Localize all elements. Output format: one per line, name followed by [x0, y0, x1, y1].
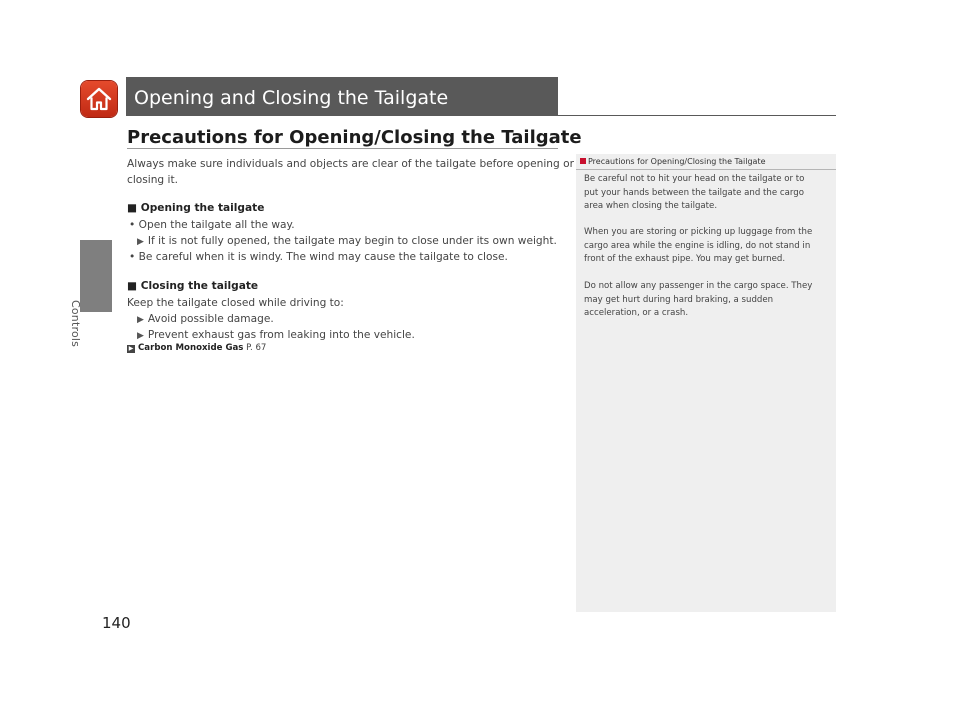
square-bullet-icon: ■: [127, 202, 138, 214]
closing-heading: ■ Closing the tailgate: [127, 280, 259, 292]
closing-sub-1: ▶ Avoid possible damage.: [137, 313, 274, 325]
bullet-dot-icon: •: [129, 251, 136, 263]
section-divider: [127, 148, 558, 149]
arrow-right-icon: ▶: [137, 237, 144, 247]
note-marker-icon: [580, 158, 586, 164]
note-divider: [576, 169, 836, 170]
opening-sub-1: ▶ If it is not fully opened, the tailgate may begin to close under its own weight.: [137, 235, 557, 247]
intro-line-2: closing it.: [127, 174, 178, 186]
bullet-dot-icon: •: [129, 219, 136, 231]
closing-text: Keep the tailgate closed while driving to:: [127, 297, 344, 309]
cross-reference-link[interactable]: [127, 343, 266, 353]
closing-sub-2: ▶ Prevent exhaust gas from leaking into the vehicle.: [137, 329, 415, 341]
chapter-side-tab[interactable]: [80, 240, 112, 312]
home-icon[interactable]: [81, 81, 117, 117]
section-title: Precautions for Opening/Closing the Tailgate: [127, 127, 582, 148]
page-number: 140: [102, 614, 131, 632]
note-panel: [576, 154, 836, 612]
reference-page: P. 67: [246, 343, 267, 353]
arrow-right-icon: ▶: [137, 315, 144, 325]
page-title: Opening and Closing the Tailgate: [134, 87, 449, 109]
opening-heading: ■ Opening the tailgate: [127, 202, 265, 214]
arrow-right-icon: ▶: [137, 331, 144, 341]
note-title: Precautions for Opening/Closing the Tailgate: [576, 154, 836, 169]
note-paragraph-2: When you are storing or picking up luggage from the cargo area while the engine is idling, do not stand in front of the exhaust pipe. You may get burned.: [584, 227, 813, 264]
reference-label: Carbon Monoxide Gas: [138, 343, 244, 353]
note-paragraph-3: Do not allow any passenger in the cargo space. They may get hurt during hard braking, a sudden acceleration, or a crash.: [584, 281, 813, 318]
opening-bullet-1: • Open the tailgate all the way.: [129, 219, 295, 231]
intro-line-1: Always make sure individuals and objects are clear of the tailgate before opening or: [127, 158, 574, 170]
house-glyph: [86, 87, 112, 111]
chapter-label: Controls: [69, 300, 82, 348]
note-paragraph-1: Be careful not to hit your head on the tailgate or to put your hands between the tailgate and the cargo area when closing the tailgate.: [584, 174, 805, 211]
opening-bullet-2: • Be careful when it is windy. The wind may cause the tailgate to close.: [129, 251, 508, 263]
header-divider: [126, 115, 836, 116]
reference-arrow-icon: ▶: [128, 345, 134, 352]
square-bullet-icon: ■: [127, 280, 138, 292]
